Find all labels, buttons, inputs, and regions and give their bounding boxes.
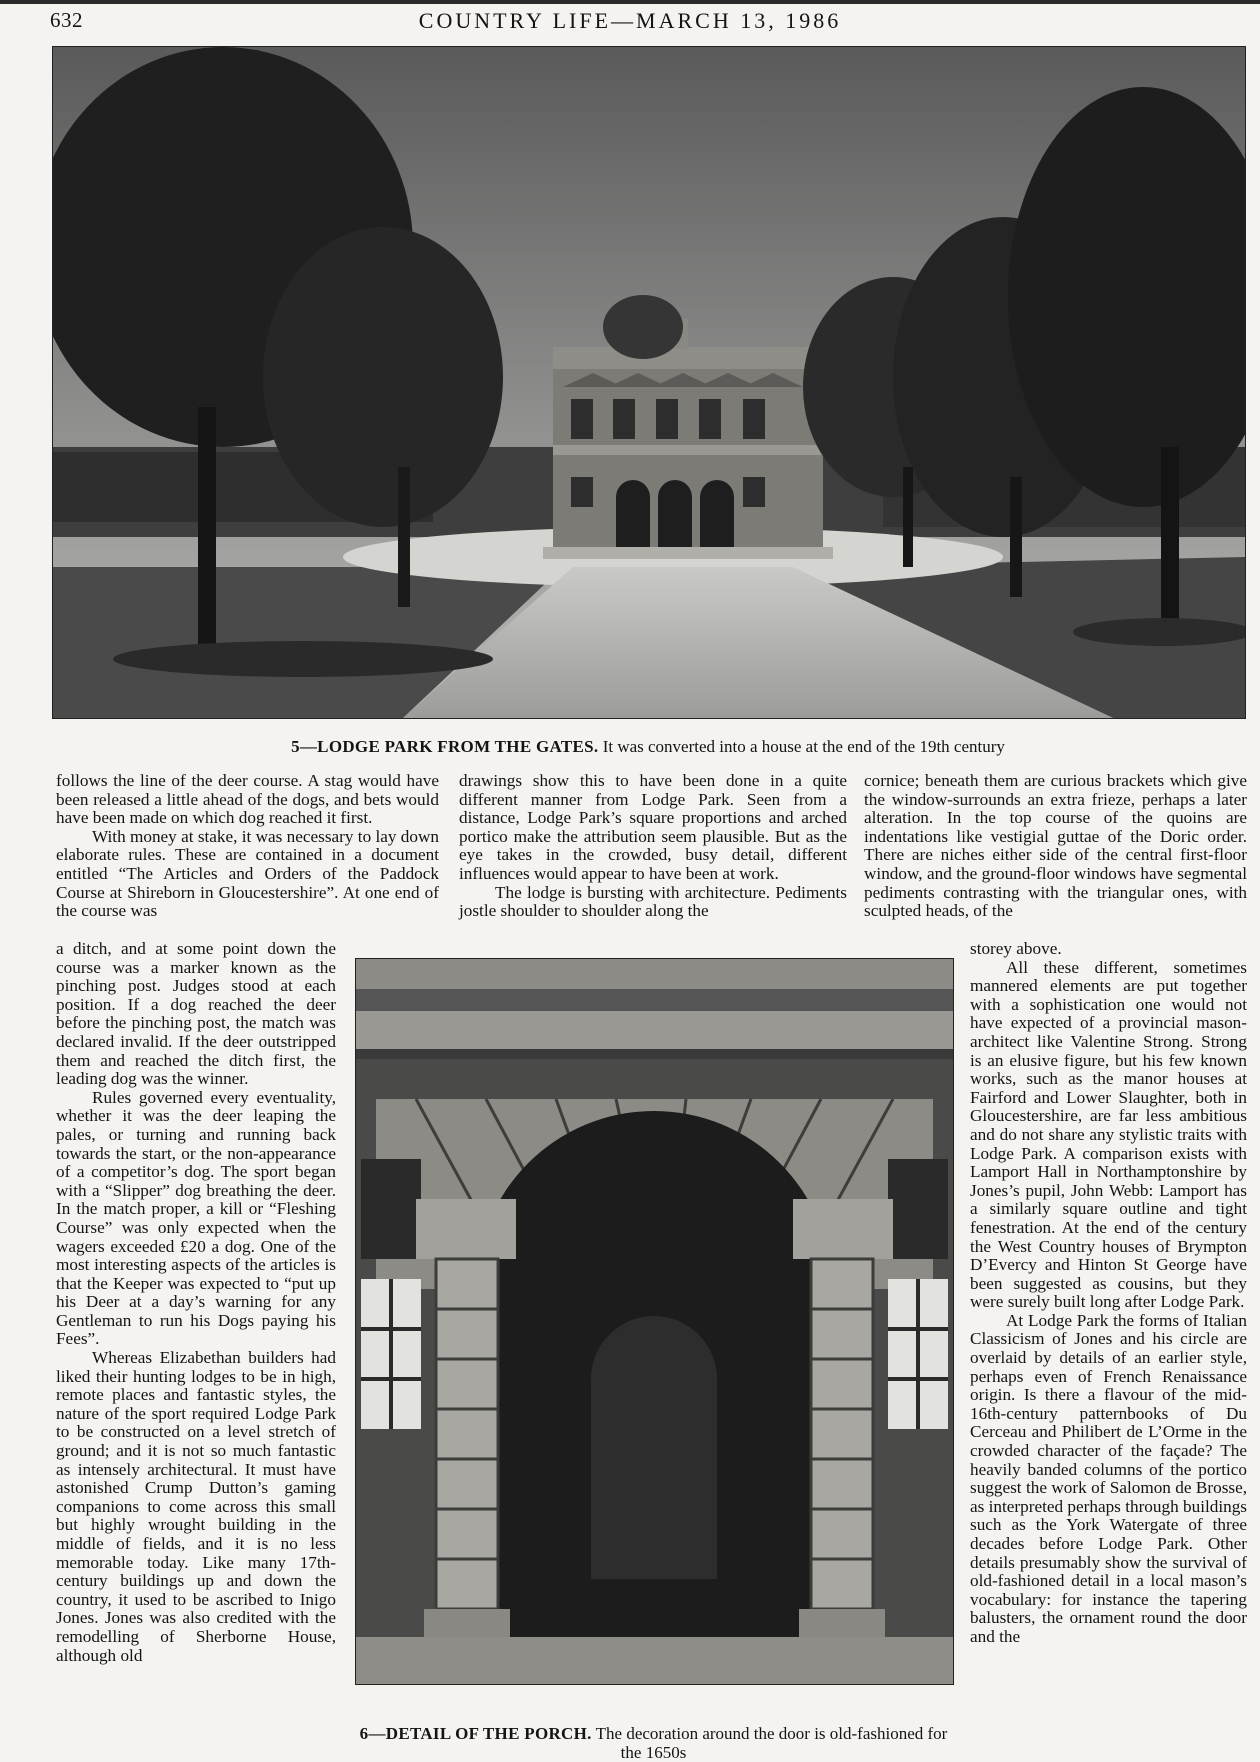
photo-porch-detail bbox=[355, 958, 954, 1685]
paragraph: At Lodge Park the forms of Italian Classicism of Jones and his circle are overlaid by details of an earlier style, perhaps even of French Renaissance origin. Is there a flavour of the mid-16th-century patternbooks of Du Cerceau and Philibert de L’Orme in the crowded character of the façade? The heavily banded columns of the portico suggest the work of Salomon de Brosse, as interpreted perhaps through buildings such as the York Watergate of three decades before Lodge Park. Other details presumably show the survival of old-fashioned detail in a local mason’s vocabulary: for instance the tapering balusters, the ornament round the door and the bbox=[970, 1310, 1247, 1646]
paragraph: storey above. bbox=[970, 939, 1062, 958]
photo-lodge-park-from-gates bbox=[52, 46, 1246, 719]
article-column-3 bbox=[864, 772, 1247, 921]
paragraph: The lodge is bursting with architecture. Pediments jostle shoulder to shoulder along the bbox=[459, 882, 847, 921]
paragraph: cornice; beneath them are curious brackets which give the window-surrounds an extra frieze, perhaps a later alteration. In the top course of the quoins are indentations like vestigial guttae of the Doric order. There are niches either side of the central first-floor window, and the ground-floor windows have segmental pediments contrasting with the triangular ones, with sculpted heads, of the bbox=[864, 771, 1247, 921]
page-number: 632 bbox=[50, 8, 83, 32]
caption-text: It was converted into a house at the end of the 19th century bbox=[598, 737, 1005, 756]
photo-lodge-park-illustration bbox=[53, 47, 1245, 718]
article-column-1-continued bbox=[56, 940, 336, 1665]
page-top-rule bbox=[0, 0, 1260, 4]
photo-caption-5 bbox=[52, 737, 1244, 756]
paragraph: a ditch, and at some point down the course was a marker known as the pinching post. Judges stood at each position. If a dog reached the deer before the pinching post, the match was declared invalid. If the deer outstripped them and reached the ditch first, the leading dog was the winner. bbox=[56, 939, 336, 1089]
article-column-1 bbox=[56, 772, 439, 921]
paragraph: drawings show this to have been done in a quite different manner from Lodge Park. Seen from a distance, Lodge Park’s square proportions and arched portico make the attribution seem plausible. But as the eye takes in the crowded, busy detail, different influences would appear to have been at work. bbox=[459, 771, 847, 883]
photo-caption-6 bbox=[355, 1724, 952, 1762]
paragraph: All these different, sometimes mannered elements are put together with a sophistication one would not have expected of a provincial mason-architect like Valentine Strong. Strong is an elusive figure, but his few known works, such as the manor houses at Fairford and Lower Slaughter, both in Gloucestershire, are far less ambitious and do not share any stylistic traits with Lodge Park. A comparison exists with Lamport Hall in Northamptonshire by Jones’s pupil, John Webb: Lamport has a similarly square outline and tight fenestration. At the end of the century the West Country houses of Brympton D’Evercy and Hinton St George have been suggested as cousins, but they were surely built long after Lodge Park. bbox=[970, 957, 1247, 1312]
paragraph: With money at stake, it was necessary to lay down elaborate rules. These are contained in a document entitled “The Articles and Orders of the Paddock Course at Shireborn in Gloucestershire”. At one end of the course was bbox=[56, 826, 439, 921]
paragraph: Whereas Elizabethan builders had liked their hunting lodges to be in high, remote places and fantastic styles, the nature of the sport required Lodge Park to be constructed on a level stretch of ground; and it is not so much fantastic as intensely architectural. It must have astonished Crump Dutton’s gaming companions to come across this small but highly wrought building in the middle of fields, and it is no less memorable today. Like many 17th-century buildings up and down the country, it used to be ascribed to Inigo Jones. Jones was also credited with the remodelling of Sherborne House, although old bbox=[56, 1348, 336, 1665]
caption-lead: 5—LODGE PARK FROM THE GATES. bbox=[291, 737, 599, 756]
article-column-3-continued bbox=[970, 940, 1247, 1647]
caption-lead: 6—DETAIL OF THE PORCH. bbox=[359, 1724, 592, 1743]
article-column-2 bbox=[459, 772, 847, 921]
running-head: COUNTRY LIFE—MARCH 13, 1986 bbox=[418, 8, 842, 33]
caption-text: The decoration around the door is old-fashioned for the 1650s bbox=[591, 1724, 948, 1762]
photo-porch-illustration bbox=[356, 959, 953, 1684]
paragraph: Rules governed every eventuality, whether it was the deer leaping the pales, or turning and running back towards the start, or the non-appearance of a competitor’s dog. The sport began with a “Slipper” dog breathing the deer. In the match proper, a kill or “Fleshing Course” was only expected when the wagers exceeded £20 a dog. One of the most interesting aspects of the articles is that the Keeper was expected to “put up his Deer at a day’s warning for any Gentleman to run his Dogs paying his Fees”. bbox=[56, 1087, 336, 1349]
paragraph: follows the line of the deer course. A stag would have been released a little ahead of the dogs, and bets would have been made on which dog reached it first. bbox=[56, 771, 439, 828]
